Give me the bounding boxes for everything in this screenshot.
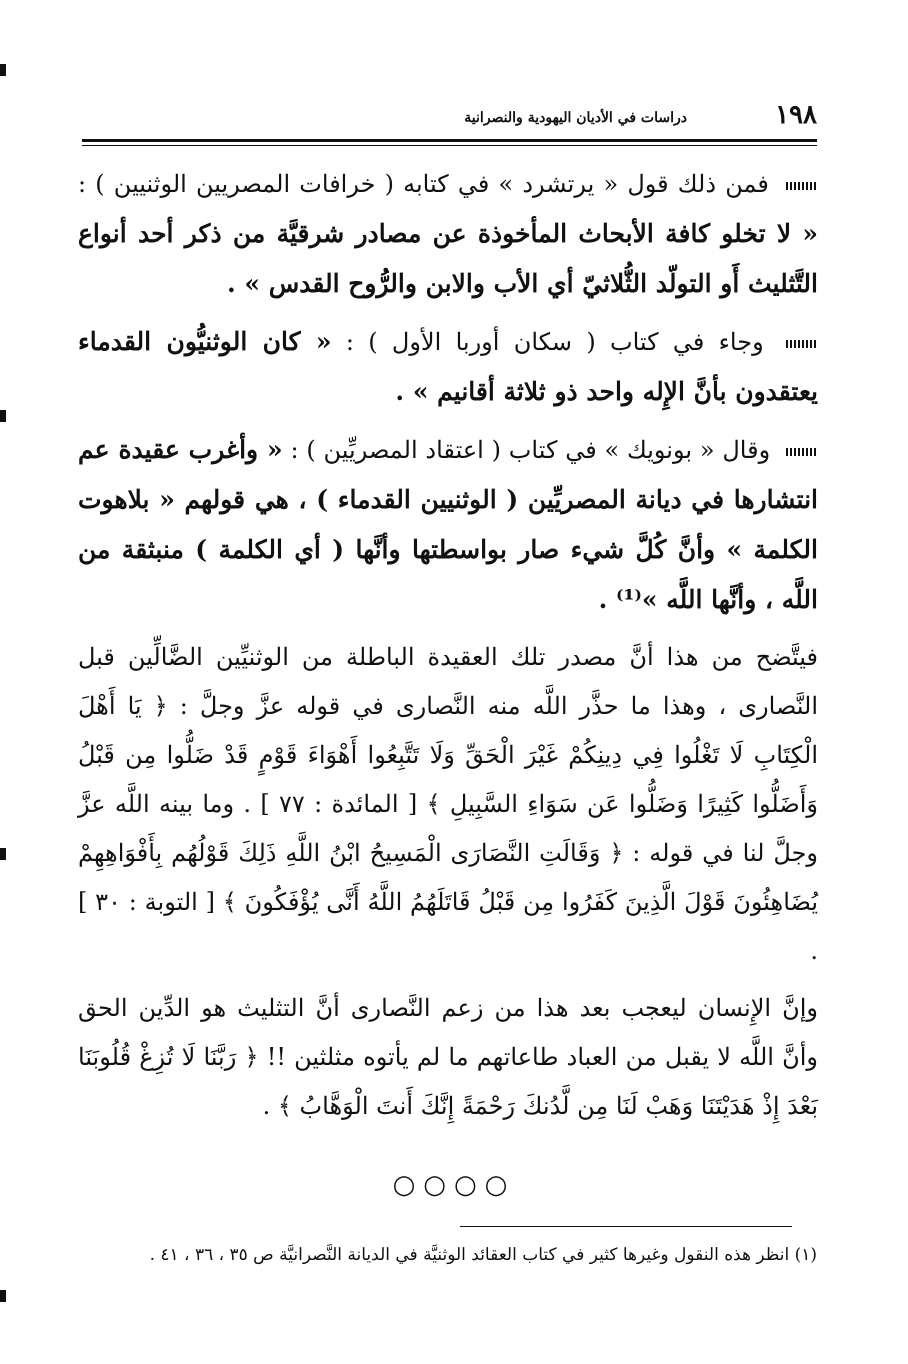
scan-edge-mark xyxy=(0,410,6,422)
paragraph-1 xyxy=(78,160,818,309)
footnote-rule xyxy=(460,1226,792,1227)
paragraph-2-intro: وجاء في كتاب ( سكان أوربا الأول ) : xyxy=(345,328,764,356)
paragraph-2 xyxy=(78,317,818,417)
paragraph-5: وإنَّ الإِنسان ليعجب بعد هذا من زعم النَّصارى أنَّ التثليث هو الدِّين الحق وأنَّ اللَّه لا يقبل من العباد طاعاتهم ما لم يأتوه مثلثين !! ﴿ رَبَّنَا لَا تُزِغْ قُلُوبَنَا بَعْدَ إِذْ هَدَيْتَنَا وَهَبْ لَنَا مِن لَّدُنكَ رَحْمَةً إِنَّكَ أَنتَ الْوَهَّابُ ﴾ . xyxy=(78,994,818,1120)
pointing-hand-icon xyxy=(786,182,818,190)
header-rule-thin xyxy=(82,145,817,146)
scan-edge-mark xyxy=(0,848,6,860)
footnote: (١) انظر هذه النقول وغيرها كثير في كتاب العقائد الوثنيَّة في الديانة النَّصرانيَّة ص ٣٥ ، ٣٦ ، ٤١ . xyxy=(149,1245,817,1265)
scan-edge-mark xyxy=(0,64,6,76)
pointing-hand-icon xyxy=(786,448,818,456)
page-number: ١٩٨ xyxy=(775,100,817,130)
paragraph-2-quote: « كان الوثنيُّون القدماء يعتقدون بأنَّ الإِله واحد ذو ثلاثة أقانيم » . xyxy=(78,327,818,406)
main-text xyxy=(78,160,818,1139)
paragraph-3-quote: « وأغرب عقيدة عم انتشارها في ديانة المصريِّين ( الوثنيين القدماء ) ، هي قولهم « بلاهوت الكلمة » وأنَّ كُلَّ شيء صار بواسطتها وأنَّها ( أي الكلمة ) منبثقة من اللَّه ، وأنَّها اللَّه »⁽¹⁾ . xyxy=(78,435,818,614)
paragraph-3 xyxy=(78,425,818,625)
header-rule xyxy=(82,139,817,142)
paragraph-1-quote: « لا تخلو كافة الأبحاث المأخوذة عن مصادر شرقيَّة من ذكر أحد أنواع التَّثليث أَو التولّد الثُّلاثيّ أي الأب والابن والرُّوح القدس » . xyxy=(78,219,818,298)
section-ornament: ○○○○ xyxy=(392,1170,516,1200)
pointing-hand-icon xyxy=(786,340,818,348)
paragraph-3-intro: وقال « بونويك » في كتاب ( اعتقاد المصريِّين ) : xyxy=(290,436,771,464)
paragraph-4: فيتَّضح من هذا أنَّ مصدر تلك العقيدة الباطلة من الوثنيِّين الضَّالِّين قبل النَّصارى ، وهذا ما حذَّر اللَّه منه النَّصارى في قوله عزَّ وجلَّ : ﴿ يَا أَهْلَ الْكِتَابِ لَا تَغْلُوا فِي دِينِكُمْ غَيْرَ الْحَقِّ وَلَا تَتَّبِعُوا أَهْوَاءَ قَوْمٍ قَدْ ضَلُّوا مِن قَبْلُ وَأَضَلُّوا كَثِيرًا وَضَلُّوا عَن سَوَاءِ السَّبِيلِ ﴾ [ المائدة : ٧٧ ] . وما بينه اللَّه عزَّ وجلَّ لنا في قوله : ﴿ وَقَالَتِ النَّصَارَى الْمَسِيحُ ابْنُ اللَّهِ ذَلِكَ قَوْلُهُم بِأَفْوَاهِهِمْ يُضَاهِئُونَ قَوْلَ الَّذِينَ كَفَرُوا مِن قَبْلُ قَاتَلَهُمُ اللَّهُ أَنَّى يُؤْفَكُونَ ﴾ [ التوبة : ٣٠ ] . xyxy=(78,643,818,965)
scan-edge-mark xyxy=(0,1290,6,1302)
paragraph-1-intro: فمن ذلك قول « يرتشرد » في كتابه ( خرافات المصريين الوثنيين ) : xyxy=(78,170,769,198)
running-title: دراسات في الأديان اليهودية والنصرانية xyxy=(464,110,687,126)
page-header xyxy=(82,100,817,140)
